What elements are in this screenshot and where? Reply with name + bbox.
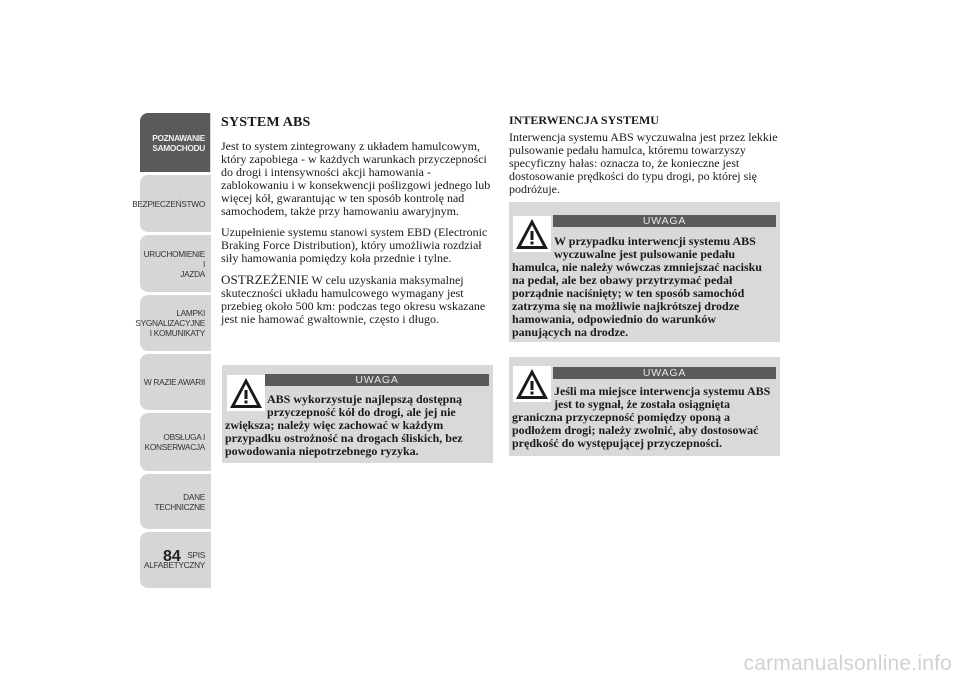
ebd-description: Uzupełnienie systemu stanowi system EBD (Electronic Braking Force Distribution), który umożliwia rozdział siły hamowania pomiędzy koła przednie i tylne.	[221, 225, 488, 265]
page-number: 84	[163, 548, 181, 565]
tab-bezpieczenstwo[interactable]: BEZPIECZEŃSTWO	[140, 175, 211, 232]
section-title: SYSTEM ABS	[221, 115, 311, 130]
tab-uruchomienie-i-jazda[interactable]: URUCHOMIENIE I JAZDA	[140, 235, 211, 292]
warning-keyword: OSTRZEŻENIE	[221, 272, 309, 287]
tab-lampki-sygnalizacyjne[interactable]: LAMPKI SYGNALIZACYJNE I KOMUNIKATY	[140, 295, 211, 351]
break-in-text: W celu uzyskania maksymalnej skuteczności układu hamulcowego wymagany jest przebieg około 500 km: podczas tego okresu wskazane jest nie hamować gwałtownie, często i długo.	[221, 273, 486, 326]
left-column	[221, 115, 493, 334]
warning-box-pedal-pulse	[509, 202, 780, 342]
abs-description: Jest to system zintegrowany z układem hamulcowym, który zapobiega - w każdych warunkach przyczepności do drogi i intensywności akcji hamowania - zablokowaniu i w konsekwencji poślizgowi jednego lub więcej kół, gwarantując w ten sposób kontrolę nad samochodem, także przy hamowaniu awaryjnym.	[221, 139, 491, 218]
warning-box-abs-grip	[222, 365, 493, 463]
tab-dane-techniczne[interactable]: DANE TECHNICZNE	[140, 474, 211, 529]
warning-label: UWAGA	[553, 215, 776, 227]
warning-label: UWAGA	[265, 374, 489, 386]
site-watermark: carmanualsonline.info	[743, 652, 952, 675]
right-column	[509, 113, 781, 204]
warning-line-1: ABS wykorzystuje najlepszą dostępną	[267, 392, 463, 406]
warning-text	[512, 385, 774, 450]
tab-poznawanie-samochodu[interactable]: POZNAWANIE SAMOCHODU	[140, 113, 211, 172]
warning-line-2: wyczuwalne jest pulsowanie pedału	[554, 247, 736, 261]
section-heading: INTERWENCJA SYSTEMU	[509, 113, 659, 127]
warning-rest: hamulca, nie należy wówczas zmniejszać nacisku na pedał, ale bez obawy przytrzymać pedał porządnie naciśnięty; w ten sposób samochód zatrzyma się na możliwie najkrótszej drodze hamowania, odpowiednio do warunków panujących na drodze.	[512, 260, 762, 339]
warning-rest: graniczna przyczepność pomiędzy oponą a podłożem drogi; należy zwolnić, aby dostosować prędkość do występującej przyczepności.	[512, 410, 759, 450]
warning-line-2: przyczepność kół do drogi, ale jej nie	[267, 405, 456, 419]
tab-obsluga-i-konserwacja[interactable]: OBSŁUGA I KONSERWACJA	[140, 413, 211, 471]
warning-line-1: W przypadku interwencji systemu ABS	[554, 234, 756, 248]
warning-text	[225, 393, 487, 458]
tab-w-razie-awarii[interactable]: W RAZIE AWARII	[140, 354, 211, 410]
warning-line-2: jest to sygnał, że została osiągnięta	[554, 397, 730, 411]
tab-spis-alfabetyczny[interactable]: SPIS ALFABETYCZNY	[140, 532, 211, 588]
break-in-warning	[221, 273, 493, 326]
warning-box-grip-limit	[509, 357, 780, 456]
warning-text	[512, 235, 774, 339]
warning-label: UWAGA	[553, 367, 776, 379]
warning-rest: zwiększa; należy więc zachować w każdym przypadku ostrożność na drogach śliskich, bez powodowania niepotrzebnego ryzyka.	[225, 418, 463, 458]
intervention-description: Interwencja systemu ABS wyczuwalna jest przez lekkie pulsowanie pedału hamulca, któremu towarzyszy specyficzny hałas: oznacza to, że konieczne jest dostosowanie prędkości do typu drogi, po której się podróżuje.	[509, 130, 778, 196]
warning-line-1: Jeśli ma miejsce interwencja systemu ABS	[554, 384, 771, 398]
